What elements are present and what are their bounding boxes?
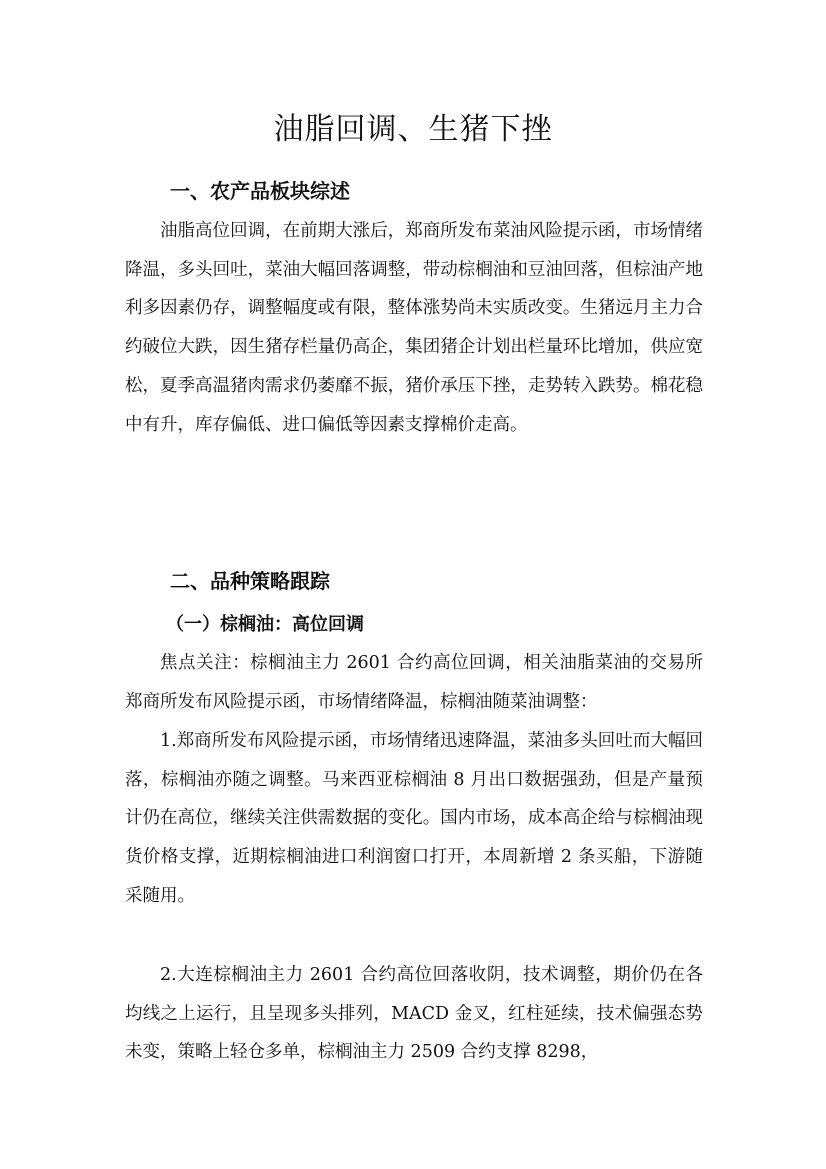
section-heading-overview: 一、农产品板块综述 — [170, 179, 350, 203]
overview-paragraph: 油脂高位回调，在前期大涨后，郑商所发布菜油风险提示函，市场情绪降温，多头回吐，菜油大幅回落调整，带动棕榈油和豆油回落，但棕油产地利多因素仍存，调整幅度或有限，整体涨势尚未实质改变。生猪远月主力合约破位大跌，因生猪存栏量仍高企，集团猪企计划出栏量环比增加，供应宽松，夏季高温猪肉需求仍萎靡不振，猪价承压下挫，走势转入跌势。棉花稳中有升，库存偏低、进口偏低等因素支撑棉价走高。 — [125, 221, 703, 435]
palm-oil-point-1-paragraph: 1.郑商所发布风险提示函，市场情绪迅速降温，菜油多头回吐而大幅回落，棕榈油亦随之调整。马来西亚棕榈油 8 月出口数据强劲，但是产量预计仍在高位，继续关注供需数据的变化。国内市场，成本高企给与棕榈油现货价格支撑，近期棕榈油进口利润窗口打开，本周新增 2 条买船，下游随采随用。 — [125, 731, 703, 906]
subsection-heading-palm-oil: （一）棕榈油：高位回调 — [166, 614, 364, 635]
palm-oil-focus-paragraph: 焦点关注：棕榈油主力 2601 合约高位回调，相关油脂菜油的交易所郑商所发布风险提示函，市场情绪降温，棕榈油随菜油调整： — [125, 653, 703, 712]
section-heading-strategy: 二、品种策略跟踪 — [170, 569, 330, 593]
document-title: 油脂回调、生猪下挫 — [273, 112, 553, 147]
palm-oil-point-2-paragraph: 2.大连棕榈油主力 2601 合约高位回落收阴，技术调整，期价仍在各均线之上运行，且呈现多头排列，MACD 金叉，红柱延续，技术偏强态势未变，策略上轻仓多单，棕榈油主力 2509 合约支撑 8298， — [125, 965, 703, 1063]
